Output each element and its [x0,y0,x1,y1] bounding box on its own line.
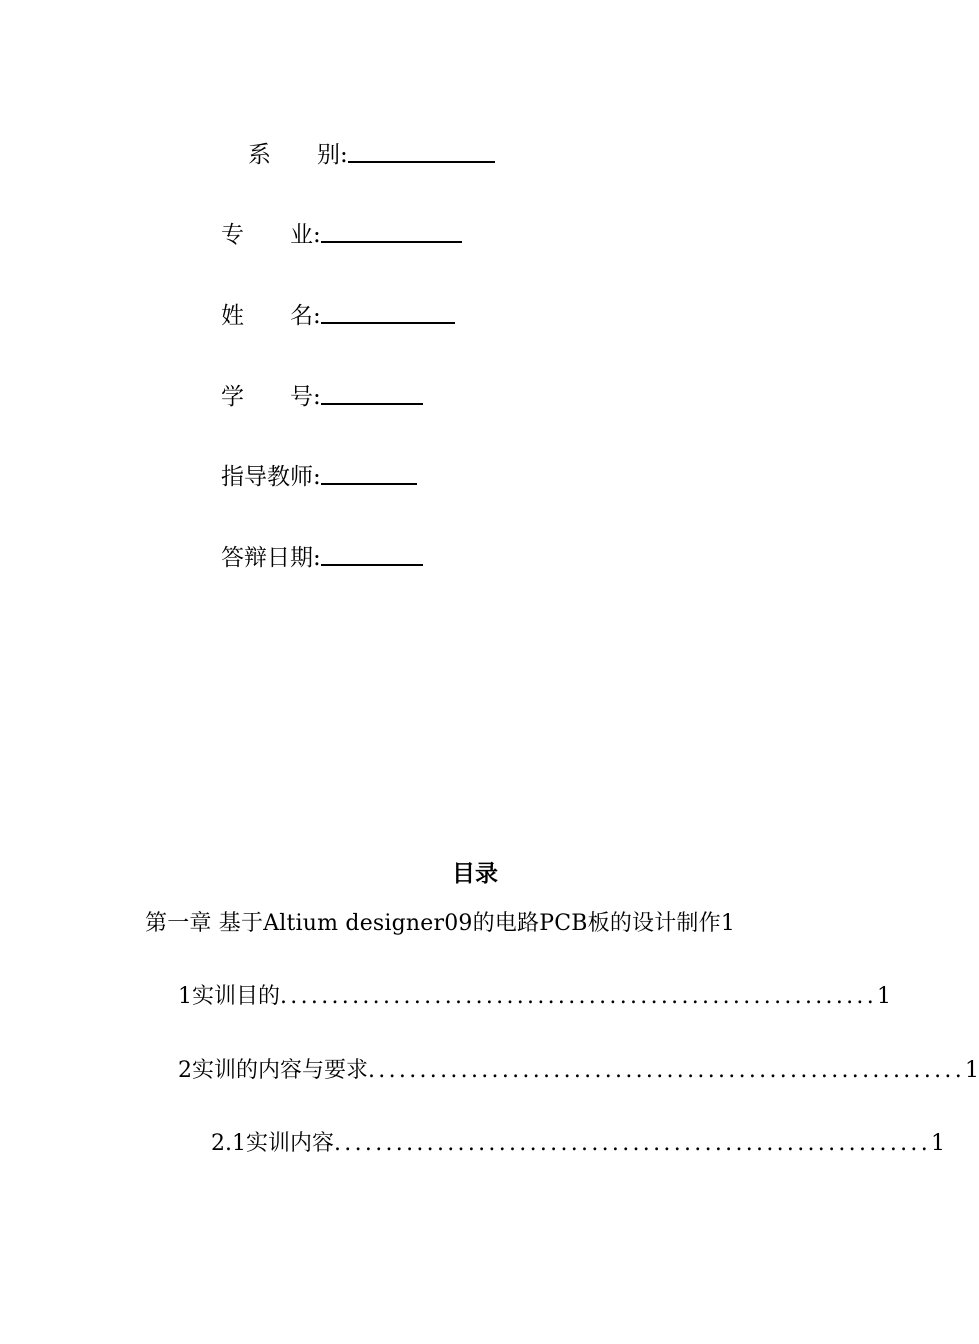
field-name [221,295,455,331]
toc-entry-page-number: 1 [965,1058,979,1083]
field-advisor-blank [321,457,417,485]
field-advisor [221,456,417,492]
toc-entry-leader: .......................................................... [334,1131,932,1156]
field-student-id [221,376,423,412]
field-defense-date-colon: : [313,545,321,571]
toc-title: 目录 [452,860,498,887]
toc-entry-leader: .......................................................... [280,984,878,1009]
field-major-blank [321,215,462,243]
toc-entry-text: 实训的内容与要求 [192,1058,369,1083]
field-major [221,214,462,250]
toc-entry-number: 2 [178,1058,192,1083]
field-student-id-blank [321,377,423,405]
field-department [248,134,495,170]
toc-entry-leader: .......................................................... [368,1058,966,1083]
field-department-blank [348,135,495,163]
toc-chapter-heading: 第一章 基于Altium designer09的电路PCB板的设计制作1 [145,911,736,936]
toc-entry-number: 2.1 [211,1131,246,1156]
field-name-colon: : [313,303,321,329]
field-name-blank [321,296,455,324]
field-defense-date-label: 答辩日期 [221,545,313,571]
field-department-label: 系 别 [248,142,340,168]
field-department-colon: : [340,142,348,168]
toc-entry[interactable] [178,1055,979,1087]
field-student-id-label: 学 号 [221,384,313,410]
field-advisor-colon: : [313,464,321,490]
field-name-label: 姓 名 [221,303,313,329]
field-major-colon: : [313,222,321,248]
toc-entry-page-number: 1 [931,1131,946,1156]
toc-entry-page-number: 1 [877,984,892,1009]
toc-entry[interactable] [211,1128,946,1160]
field-student-id-colon: : [313,384,321,410]
field-advisor-label: 指导教师 [221,464,313,490]
toc-entry-text: 实训内容 [246,1131,335,1156]
toc-entry-text: 实训目的 [192,984,281,1009]
field-defense-date [221,537,423,573]
toc-entry[interactable] [178,981,892,1013]
toc-entry-number: 1 [178,984,192,1009]
field-major-label: 专 业 [221,222,313,248]
field-defense-date-blank [321,538,423,566]
